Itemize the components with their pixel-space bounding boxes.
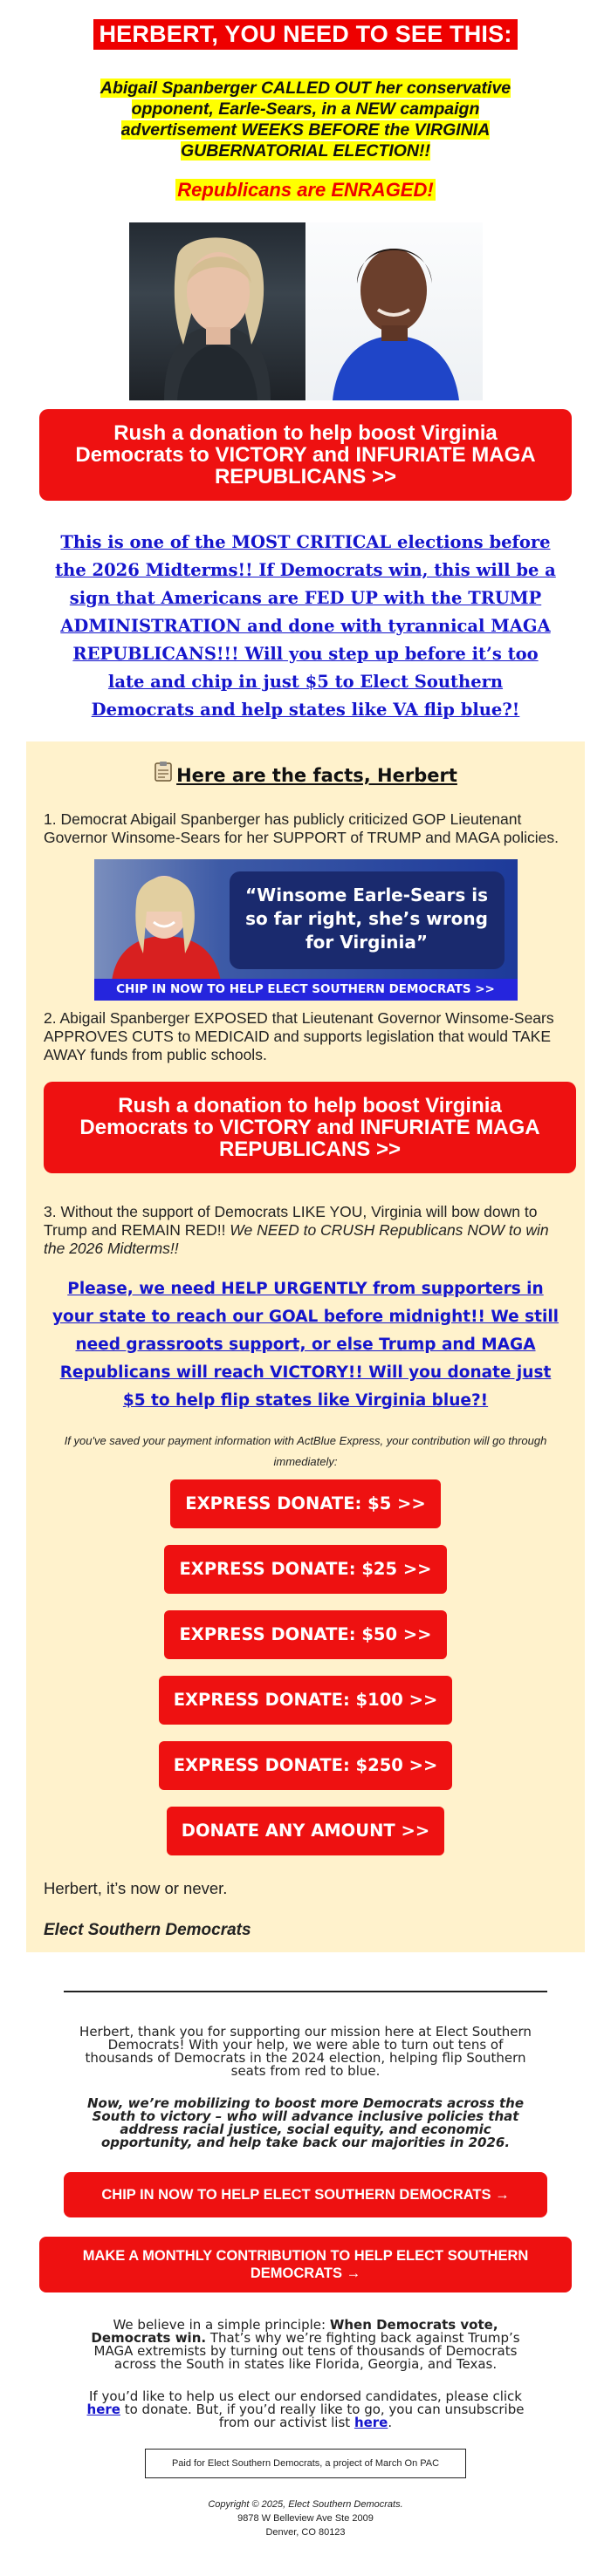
address-line-2: Denver, CO 80123: [265, 2527, 346, 2538]
enraged-callout: [0, 179, 611, 202]
fact-3-plain: 3. Without the support of Democrats LIKE YOU, Virginia will bow down to Trump and REMAIN RED!!: [44, 1203, 538, 1239]
unsub-text-2: to donate. But, if you’d really like to go, you can unsubscribe from our activist list: [120, 2402, 525, 2430]
donate-any-amount-button[interactable]: DONATE ANY AMOUNT >>: [167, 1807, 444, 1855]
subheadline-text: Abigail Spanberger CALLED OUT her conservative opponent, Earle-Sears, in a NEW campaign advertisement WEEKS BEFORE the VIRGINIA GUBERNATORIAL ELECTION!!: [100, 79, 511, 161]
unsub-text-1: If you’d like to help us elect our endorsed candidates, please click: [88, 2388, 522, 2404]
enraged-text: Republicans are ENRAGED!: [177, 179, 434, 201]
fact-3-italic: We NEED to CRUSH Republicans NOW to win the 2026 Midterms!!: [44, 1221, 549, 1257]
express-donate-50-button[interactable]: EXPRESS DONATE: $50 >>: [164, 1610, 446, 1659]
facts-section: [26, 741, 585, 1952]
clipboard-icon: [154, 761, 173, 786]
signature: Elect Southern Democrats: [44, 1921, 251, 1939]
principle-bold: When Democrats vote, Democrats win.: [91, 2317, 498, 2346]
candidate-photos: [129, 222, 483, 400]
banner-chip-in-bar[interactable]: CHIP IN NOW TO HELP ELECT SOUTHERN DEMOCRATS >>: [94, 979, 518, 1001]
principle-pre: We believe in a simple principle:: [113, 2317, 330, 2333]
express-donate-25-button[interactable]: EXPRESS DONATE: $25 >>: [164, 1545, 446, 1594]
earle-sears-illustration: [306, 222, 483, 400]
subheadline: [83, 78, 528, 161]
copyright-line: Copyright © 2025, Elect Southern Democrats.: [208, 2499, 403, 2510]
fact-3: [44, 1203, 567, 1258]
express-donate-250-button[interactable]: EXPRESS DONATE: $250 >>: [159, 1741, 453, 1790]
urgent-donate-link[interactable]: Please, we need HELP URGENTLY from supporters in your state to reach our GOAL before midnight!! We still need grassroots support, or else Trump and MAGA Republicans will reach VICTORY!! Will you donate just $5 to help flip states like Virginia blue?!: [51, 1280, 560, 1410]
banner-quote: “Winsome Earle-Sears is so far right, she’s wrong for Virginia”: [230, 871, 505, 969]
earle-sears-photo: [306, 222, 483, 400]
monthly-contribution-button[interactable]: MAKE A MONTHLY CONTRIBUTION TO HELP ELECT SOUTHERN DEMOCRATS →: [39, 2237, 572, 2292]
donate-here-link[interactable]: here: [86, 2402, 120, 2417]
spanberger-photo: [129, 222, 306, 400]
principle-post: That’s why we’re fighting back against Trump’s MAGA extremists by turning out tens of thousands of Democrats across the South in states like Florida, Georgia, and Texas.: [93, 2330, 520, 2372]
address-line-1: 9878 W Belleview Ave Ste 2009: [237, 2513, 374, 2524]
spanberger-ad-banner[interactable]: [94, 859, 518, 1001]
footer-unsubscribe: [75, 2390, 536, 2429]
actblue-express-note: If you've saved your payment information with ActBlue Express, your contribution will go through immediately:: [64, 1434, 547, 1468]
unsubscribe-here-link[interactable]: here: [354, 2415, 388, 2430]
divider: [64, 1991, 547, 1992]
spanberger-illustration: [129, 222, 306, 400]
express-donate-5-button[interactable]: EXPRESS DONATE: $5 >>: [170, 1479, 440, 1528]
unsub-text-3: .: [388, 2415, 393, 2430]
copyright-block: [0, 2497, 611, 2539]
footer-thanks: Herbert, thank you for supporting our mission here at Elect Southern Democrats! With your help, we were able to turn out tens of thousands of Democrats in the 2024 election, helping flip Southern seats from red to blue.: [79, 2024, 532, 2079]
chip-in-footer-button[interactable]: CHIP IN NOW TO HELP ELECT SOUTHERN DEMOCRATS →: [64, 2172, 547, 2217]
facts-title-text: Here are the facts, Herbert: [176, 765, 457, 786]
paid-for-disclaimer: Paid for Elect Southern Democrats, a project of March On PAC: [145, 2449, 466, 2478]
footer-principle: [75, 2319, 536, 2371]
facts-title: [44, 761, 567, 786]
fact-2: 2. Abigail Spanberger EXPOSED that Lieutenant Governor Winsome-Sears APPROVES CUTS to MEDICAID and supports legislation that would TAKE AWAY funds from public schools.: [44, 1009, 554, 1063]
rush-donation-button[interactable]: Rush a donation to help boost Virginia Democrats to VICTORY and INFURIATE MAGA REPUBLICANS >>: [39, 409, 572, 501]
rush-donation-button-2[interactable]: Rush a donation to help boost Virginia Democrats to VICTORY and INFURIATE MAGA REPUBLICANS >>: [44, 1082, 576, 1173]
headline: HERBERT, YOU NEED TO SEE THIS:: [93, 19, 517, 50]
footer-mobilizing: Now, we’re mobilizing to boost more Democrats across the South to victory – who will advance inclusive policies that address racial justice, social equity, and economic opportunity, and help take back our majorities in 2026.: [86, 2095, 524, 2150]
express-donate-100-button[interactable]: EXPRESS DONATE: $100 >>: [159, 1676, 453, 1725]
banner-portrait: [94, 859, 234, 981]
express-donate-list: [44, 1479, 567, 1872]
intro-donate-link[interactable]: This is one of the MOST CRITICAL elections before the 2026 Midterms!! If Democrats win, this will be a sign that Americans are FED UP with the TRUMP ADMINISTRATION and done with tyrannical MAGA REPUBLICANS!!! Will you step up before it’s too late and chip in just $5 to Elect Southern Democrats and help states like VA flip blue?!: [55, 532, 556, 720]
now-or-never-text: Herbert, it’s now or never.: [44, 1879, 228, 1897]
fact-1: 1. Democrat Abigail Spanberger has publicly criticized GOP Lieutenant Governor Winsome-Sears for her SUPPORT of TRUMP and MAGA policies.: [44, 810, 560, 846]
headline-box: [0, 0, 611, 50]
